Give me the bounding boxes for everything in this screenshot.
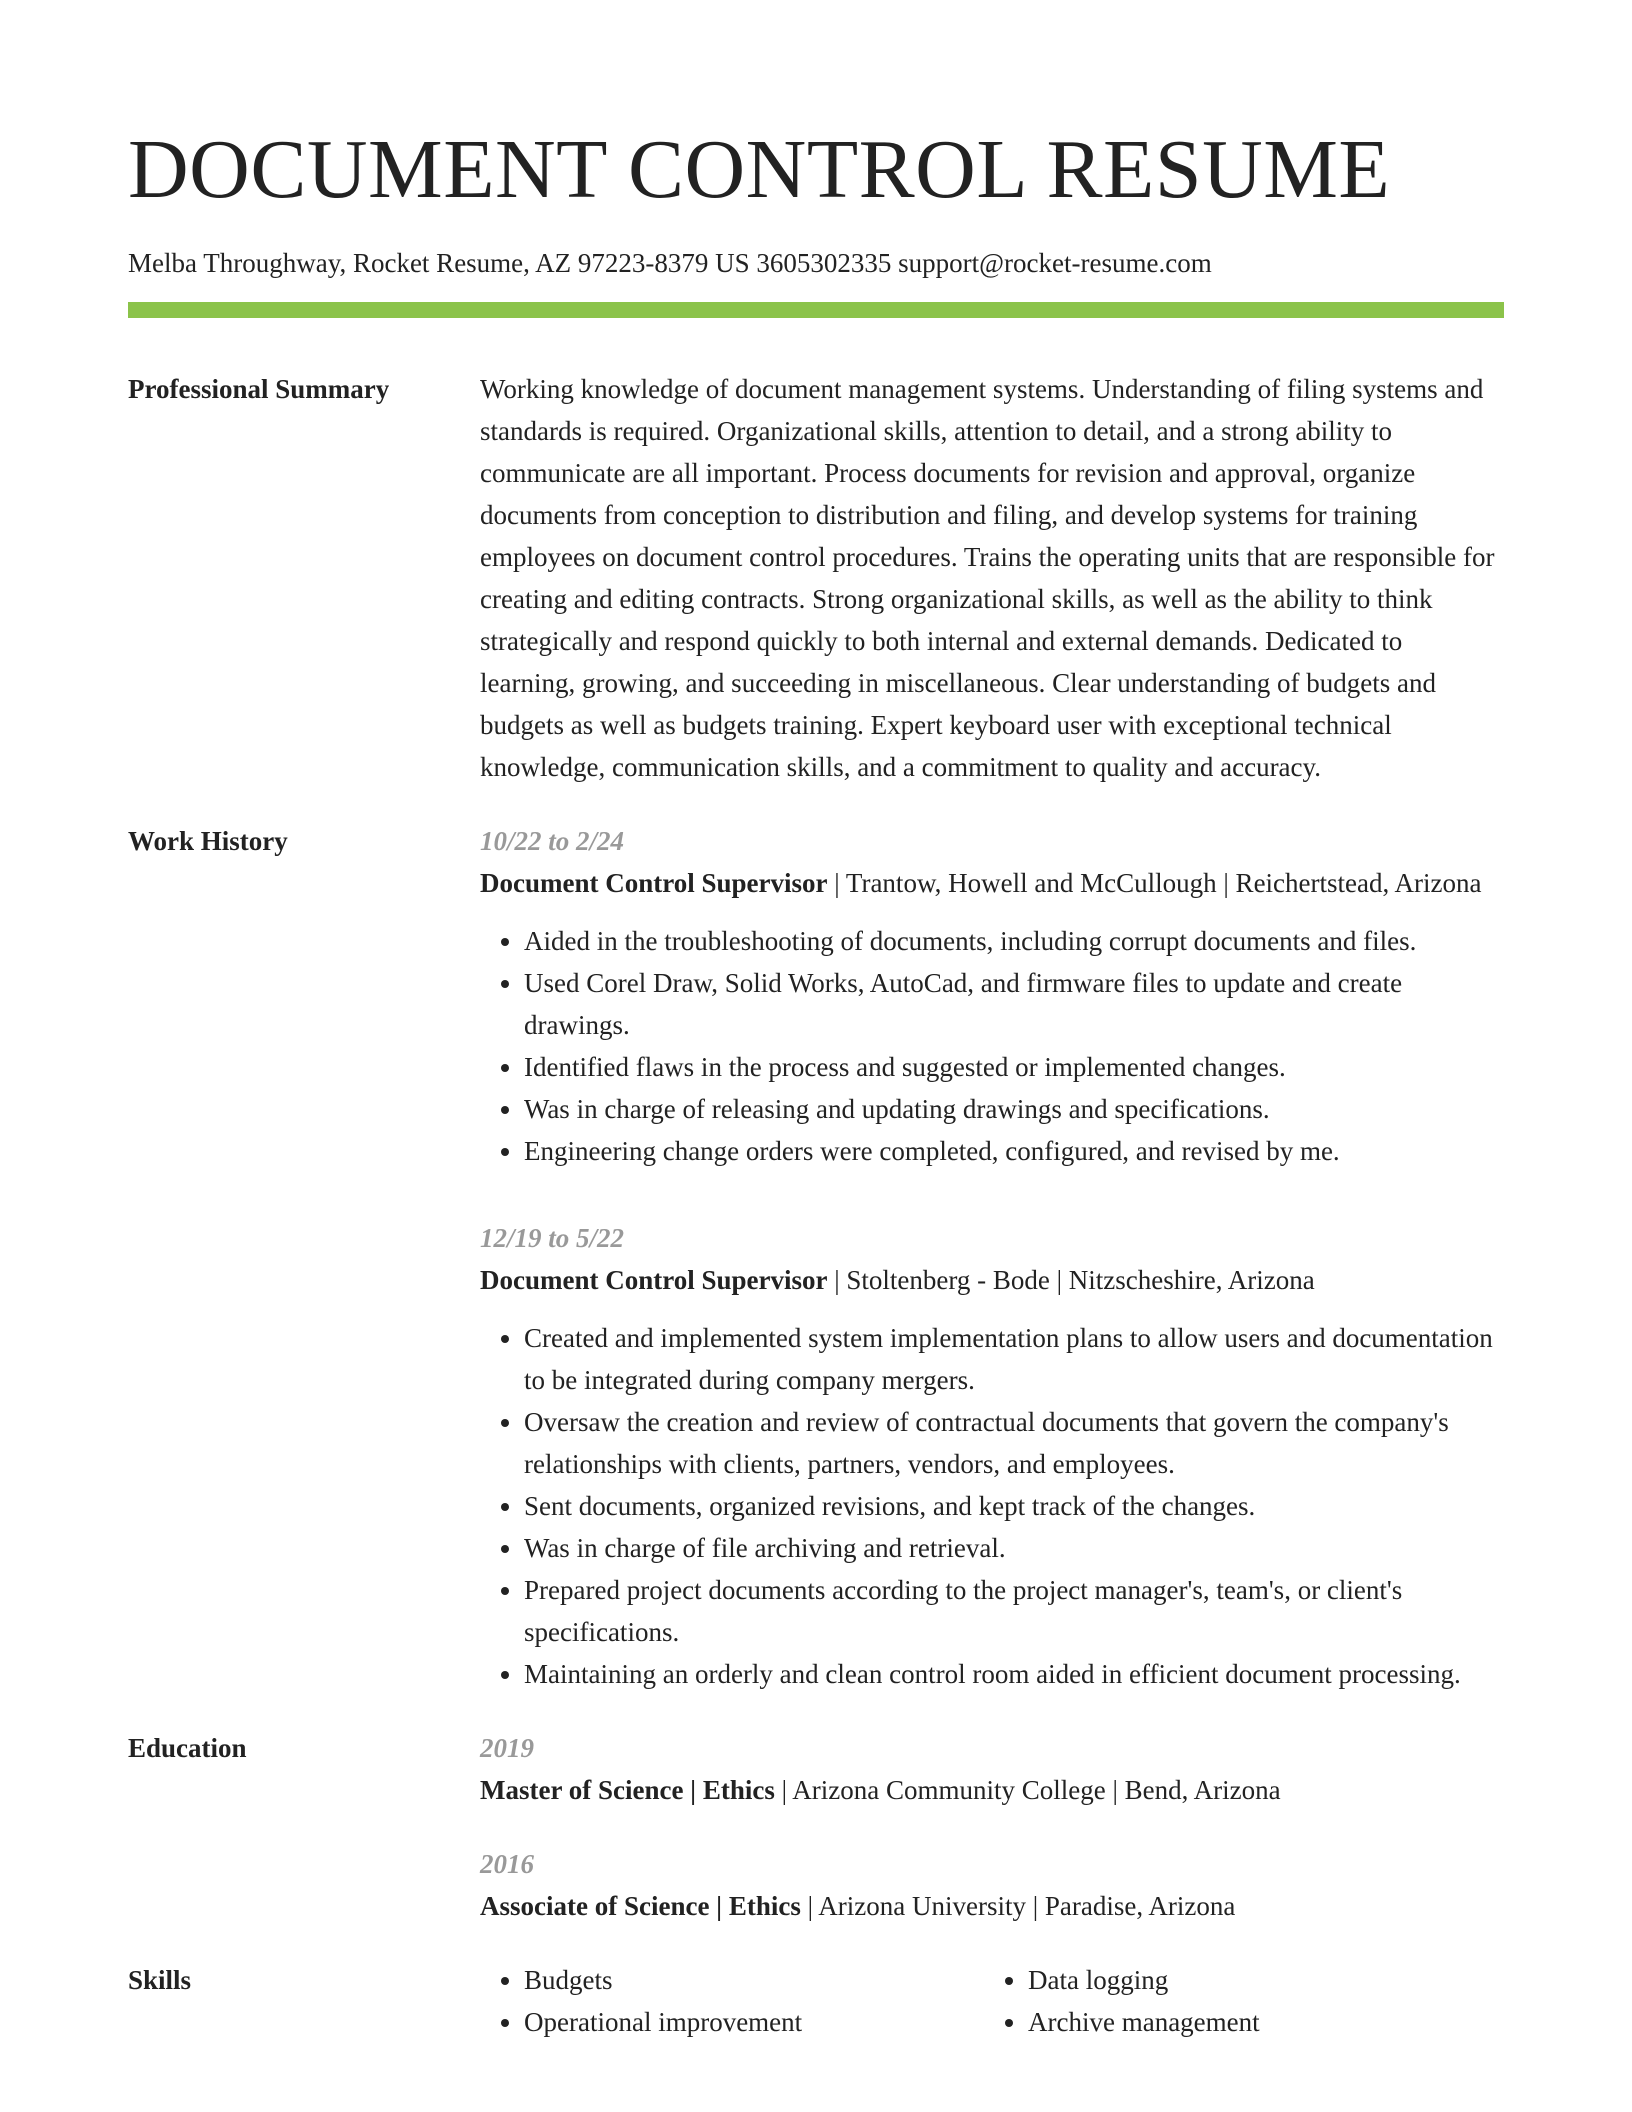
summary-text: Working knowledge of document management systems. Understanding of filing systems and standards is required. Organizational skills, attention to detail, and a strong ability to communicate are all important. Process documents for revision and approval, organize documents from conception to distribution and filing, and develop systems for training employees on document control procedures. Trains the operating units that are responsible for creating and editing contracts. Strong organizational skills, as well as the ability to think strategically and respond quickly to both internal and external demands. Dedicated to learning, growing, and succeeding in miscellaneous. Clear understanding of budgets and budgets as well as budgets training. Expert keyboard user with exceptional technical knowledge, communication skills, and a commitment to quality and accuracy. [480, 374, 1495, 782]
job-bullets [480, 920, 1504, 1172]
job-bullet: • Was in charge of file archiving and retrieval. [524, 1527, 1504, 1569]
job-dates: 10/22 to 2/24 [480, 826, 625, 856]
job-entry [480, 1217, 1504, 1695]
education-year: 2019 [480, 1733, 534, 1763]
summary-heading: Professional Summary [128, 374, 390, 404]
job-bullet: • Oversaw the creation and review of contractual documents that govern the company's relationships with clients, partners, vendors, and employees. [524, 1401, 1504, 1485]
job-dates: 12/19 to 5/22 [480, 1223, 625, 1253]
skills-heading: Skills [128, 1965, 192, 1995]
degree-name: Associate of Science | Ethics [480, 1891, 801, 1921]
job-bullet: • Aided in the troubleshooting of documents, including corrupt documents and files. [524, 920, 1504, 962]
work-history-heading: Work History [128, 826, 288, 856]
skills-list-right [984, 1959, 1488, 2043]
job-bullet: • Prepared project documents according to the project manager's, team's, or client's specifications. [524, 1569, 1504, 1653]
skill-item: • Operational improvement [524, 2001, 984, 2043]
job-bullet: • Engineering change orders were completed, configured, and revised by me. [524, 1130, 1504, 1172]
job-bullets [480, 1317, 1504, 1695]
job-title: Document Control Supervisor [480, 868, 828, 898]
job-entry [480, 820, 1504, 1172]
job-heading [480, 1259, 1504, 1301]
resume-page [128, 0, 1504, 2043]
education-year: 2016 [480, 1849, 534, 1879]
skills-section [128, 1959, 1504, 2043]
education-heading-line [480, 1885, 1504, 1927]
job-bullet: • Was in charge of releasing and updating drawings and specifications. [524, 1088, 1504, 1130]
education-entry [480, 1727, 1504, 1811]
resume-title: DOCUMENT CONTROL RESUME [128, 123, 1391, 216]
education-details: | Arizona Community College | Bend, Arizona [774, 1775, 1281, 1805]
education-section [128, 1727, 1504, 1927]
skill-item: • Data logging [1028, 1959, 1488, 2001]
contact-line: Melba Throughway, Rocket Resume, AZ 97223-8379 US 3605302335 support@rocket-resume.com [128, 248, 1212, 278]
job-title: Document Control Supervisor [480, 1265, 828, 1295]
skill-item: • Archive management [1028, 2001, 1488, 2043]
job-details: | Stoltenberg - Bode | Nitzscheshire, Arizona [827, 1265, 1315, 1295]
job-heading [480, 862, 1504, 904]
job-bullet: • Used Corel Draw, Solid Works, AutoCad, and firmware files to update and create drawings. [524, 962, 1504, 1046]
education-heading-line [480, 1769, 1504, 1811]
job-bullet: • Sent documents, organized revisions, and kept track of the changes. [524, 1485, 1504, 1527]
job-bullet: • Identified flaws in the process and suggested or implemented changes. [524, 1046, 1504, 1088]
education-heading: Education [128, 1733, 247, 1763]
education-entry [480, 1843, 1504, 1927]
job-details: | Trantow, Howell and McCullough | Reichertstead, Arizona [827, 868, 1482, 898]
skill-item: • Budgets [524, 1959, 984, 2001]
accent-divider [128, 302, 1504, 318]
summary-section [128, 368, 1504, 788]
education-details: | Arizona University | Paradise, Arizona [800, 1891, 1236, 1921]
work-history-section [128, 820, 1504, 1695]
job-bullet: • Created and implemented system implementation plans to allow users and documentation to be integrated during company mergers. [524, 1317, 1504, 1401]
skills-columns [480, 1959, 1504, 2043]
job-bullet: • Maintaining an orderly and clean control room aided in efficient document processing. [524, 1653, 1504, 1695]
degree-name: Master of Science | Ethics [480, 1775, 775, 1805]
skills-list-left [480, 1959, 984, 2043]
